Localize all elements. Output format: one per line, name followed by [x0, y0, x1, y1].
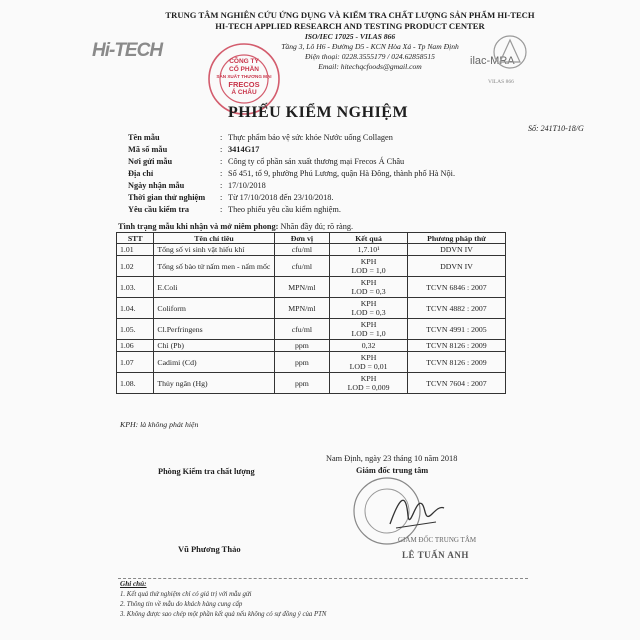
left-signer-name: Vũ Phương Thảo	[178, 544, 241, 554]
right-signer-name: LÊ TUẤN ANH	[402, 550, 469, 560]
info-value: Thực phẩm bảo vệ sức khỏe Nước uống Collagen	[228, 133, 393, 142]
cell-criterion: Tổng số vi sinh vật hiếu khí	[154, 244, 274, 256]
cell-unit: MPN/ml	[274, 277, 330, 298]
cell-criterion: Cadimi (Cd)	[154, 352, 274, 373]
cell-result	[330, 352, 408, 373]
result-value: KPH	[360, 257, 377, 266]
header-method: Phương pháp thử	[407, 233, 505, 244]
result-lod: LOD = 0,01	[349, 362, 388, 371]
cell-method: DDVN IV	[407, 244, 505, 256]
notes-title: Ghi chú:	[120, 580, 147, 588]
cell-method: TCVN 8126 : 2009	[407, 340, 505, 352]
cell-criterion: Tổng số bào tử nấm men - nấm mốc	[154, 256, 274, 277]
header-result: Kết quả	[330, 233, 408, 244]
result-value: KPH	[360, 278, 377, 287]
header-stt: STT	[117, 233, 154, 244]
note-line: 3. Không được sao chép một phần kết quả nếu không có sự đồng ý của PTN	[120, 611, 327, 618]
cell-unit: MPN/ml	[274, 298, 330, 319]
info-value: Số 451, tổ 9, phường Phú Lương, quận Hà Đông, thành phố Hà Nội.	[228, 169, 456, 178]
cell-result	[330, 244, 408, 256]
cell-method: TCVN 6846 : 2007	[407, 277, 505, 298]
stamp-line3: SẢN XUẤT THƯƠNG MẠI	[216, 74, 272, 79]
document-number: Số: 241T10-18/G	[528, 124, 584, 133]
table-row	[117, 277, 506, 298]
cell-unit: ppm	[274, 352, 330, 373]
info-label: Địa chỉ	[128, 169, 154, 178]
result-lod: LOD = 1,0	[351, 329, 386, 338]
table-row	[117, 340, 506, 352]
table-row	[117, 319, 506, 340]
cell-criterion: Chì (Pb)	[154, 340, 274, 352]
result-lod: LOD = 0,3	[351, 308, 386, 317]
cell-unit: cfu/ml	[274, 319, 330, 340]
cell-criterion: Cl.Perfringens	[154, 319, 274, 340]
info-label: Yêu cầu kiểm tra	[128, 205, 190, 214]
stamp-line5: Á CHÂU	[231, 89, 257, 96]
info-label: Thời gian thử nghiệm	[128, 193, 206, 202]
center-email: Email: hitechqcfoods@gmail.com	[318, 62, 422, 71]
info-label: Mã số mẫu	[128, 145, 168, 154]
kph-note: KPH: là không phát hiện	[120, 420, 199, 429]
cell-method: DDVN IV	[407, 256, 505, 277]
right-signer-role: GIÁM ĐỐC TRUNG TÂM	[398, 536, 477, 544]
cell-result	[330, 319, 408, 340]
result-lod: LOD = 1,0	[351, 266, 386, 275]
document-title: PHIẾU KIỂM NGHIỆM	[228, 104, 409, 121]
center-address: Tầng 3, Lô H6 - Đường D5 - KCN Hòa Xá - Tp Nam Định	[281, 42, 459, 51]
cell-criterion: Coliform	[154, 298, 274, 319]
cell-method: TCVN 4991 : 2005	[407, 319, 505, 340]
cell-method: TCVN 7604 : 2007	[407, 373, 505, 394]
cell-result	[330, 256, 408, 277]
cell-unit: cfu/ml	[274, 244, 330, 256]
result-lod: LOD = 0,009	[347, 383, 390, 392]
sample-condition	[118, 222, 353, 231]
table-row	[117, 352, 506, 373]
condition-label: Tình trạng mẫu khi nhận và mở niêm phong:	[118, 222, 279, 231]
cell-unit: cfu/ml	[274, 256, 330, 277]
center-name-en: HI-TECH APPLIED RESEARCH AND TESTING PRODUCT CENTER	[215, 21, 485, 31]
info-value: Theo phiếu yêu cầu kiểm nghiệm.	[228, 205, 341, 214]
stamp-line2: CỔ PHẦN	[229, 66, 259, 73]
cell-criterion: E.Coli	[154, 277, 274, 298]
cell-stt: 1.02	[117, 256, 154, 277]
info-label: Nơi gửi mẫu	[128, 157, 173, 166]
center-name-vn: TRUNG TÂM NGHIÊN CỨU ỨNG DỤNG VÀ KIỂM TRA CHẤT LƯỢNG SẢN PHẨM HI-TECH	[165, 10, 535, 20]
cell-method: TCVN 8126 : 2009	[407, 352, 505, 373]
condition-value: Nhãn đầy đủ; rõ ràng.	[280, 222, 354, 231]
info-colon: :	[220, 181, 223, 190]
info-value: 3414G17	[228, 145, 260, 154]
cell-stt: 1.01	[117, 244, 154, 256]
table-row	[117, 373, 506, 394]
stamp-line4: FRECOS	[228, 80, 260, 89]
table-row	[117, 298, 506, 319]
table-row	[117, 256, 506, 277]
center-phone: Điện thoại: 0228.3555179 / 024.62858515	[305, 52, 435, 61]
info-value: Từ 17/10/2018 đến 23/10/2018.	[228, 193, 334, 202]
header-unit: Đơn vị	[274, 233, 330, 244]
info-colon: :	[220, 133, 223, 142]
result-value: 0,32	[361, 341, 376, 350]
hitech-logo: Hi-TECH	[92, 40, 163, 61]
ilac-mra-logo: ilac-MRA	[470, 55, 515, 67]
cell-result	[330, 298, 408, 319]
header-criterion: Tên chỉ tiêu	[154, 233, 274, 244]
info-value: Công ty cổ phần sản xuất thương mại Frecos Á Châu	[228, 157, 405, 166]
info-colon: :	[220, 145, 223, 154]
right-signer-title: Giám đốc trung tâm	[356, 466, 429, 475]
stamp-line1: CÔNG TY	[229, 58, 259, 65]
vilas-logo-icon	[492, 32, 528, 78]
info-value: 17/10/2018	[228, 181, 266, 190]
info-colon: :	[220, 169, 223, 178]
cell-result	[330, 373, 408, 394]
vilas-caption: VILAS 866	[488, 79, 514, 85]
cell-stt: 1.05.	[117, 319, 154, 340]
signature-icon	[386, 486, 446, 536]
cell-stt: 1.07	[117, 352, 154, 373]
info-colon: :	[220, 205, 223, 214]
cell-stt: 1.03.	[117, 277, 154, 298]
cell-result	[330, 277, 408, 298]
result-value: 1,7.10¹	[357, 245, 380, 254]
left-signer-title: Phòng Kiểm tra chất lượng	[158, 467, 255, 476]
issue-date: Nam Định, ngày 23 tháng 10 năm 2018	[326, 454, 458, 463]
info-colon: :	[220, 157, 223, 166]
notes-divider	[118, 578, 528, 579]
cell-stt: 1.08.	[117, 373, 154, 394]
results-table	[116, 232, 506, 394]
note-line: 2. Thông tin về mẫu do khách hàng cung cấp	[120, 601, 243, 608]
cell-unit: ppm	[274, 340, 330, 352]
result-value: KPH	[360, 353, 377, 362]
info-colon: :	[220, 193, 223, 202]
result-lod: LOD = 0,3	[351, 287, 386, 296]
result-value: KPH	[360, 320, 377, 329]
result-value: KPH	[360, 299, 377, 308]
info-label: Tên mẫu	[128, 133, 160, 142]
note-line: 1. Kết quả thử nghiệm chỉ có giá trị với mẫu gửi	[120, 591, 252, 598]
cell-unit: ppm	[274, 373, 330, 394]
cell-result	[330, 340, 408, 352]
table-header-row	[117, 233, 506, 244]
cell-criterion: Thủy ngân (Hg)	[154, 373, 274, 394]
result-value: KPH	[360, 374, 377, 383]
cell-method: TCVN 4882 : 2007	[407, 298, 505, 319]
info-label: Ngày nhận mẫu	[128, 181, 185, 190]
accreditation: ISO/IEC 17025 - VILAS 866	[304, 32, 396, 41]
cell-stt: 1.06	[117, 340, 154, 352]
table-row	[117, 244, 506, 256]
cell-stt: 1.04.	[117, 298, 154, 319]
